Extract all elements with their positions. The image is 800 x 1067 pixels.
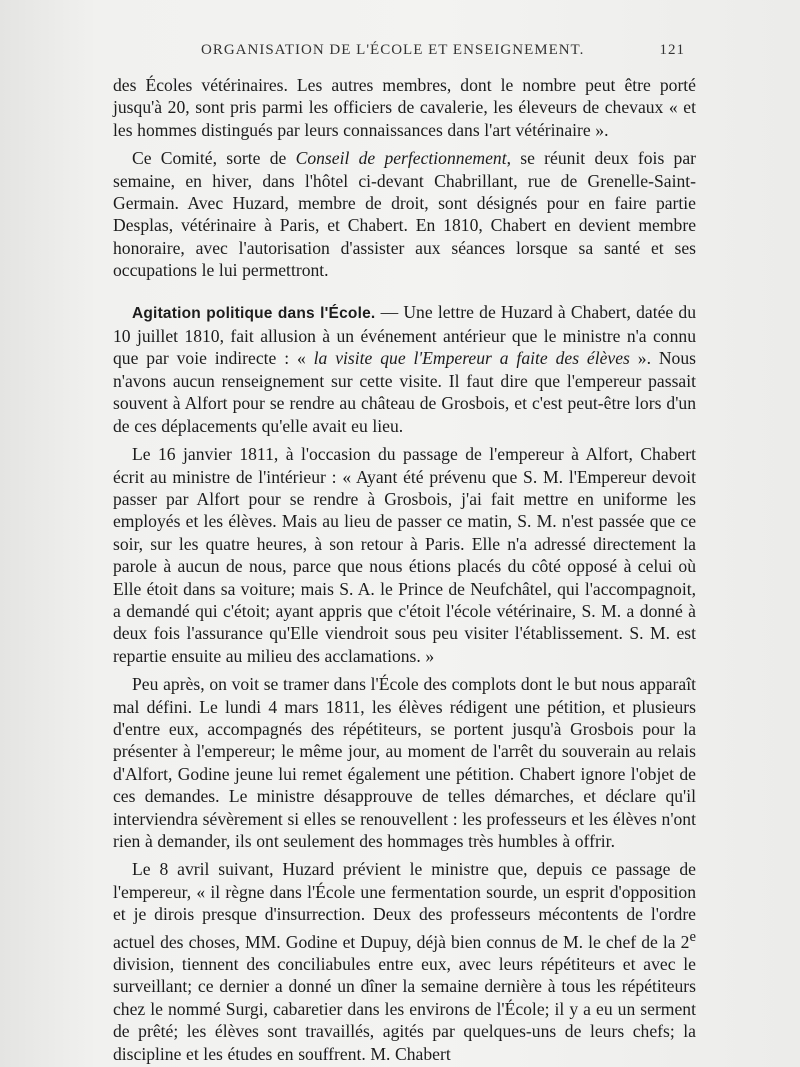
page-header	[115, 40, 685, 66]
paragraph-3-italic-quote: la visite que l'Empereur a faite des élèves	[313, 348, 630, 369]
paragraph-2-text-start: Ce Comité, sorte de	[132, 148, 296, 169]
paragraph-6	[113, 858, 696, 1065]
paragraph-2-italic-term: Conseil de perfectionnement	[295, 148, 507, 169]
paragraph-4	[113, 443, 696, 667]
paragraph-3	[113, 301, 696, 437]
paragraph-4-text: Le 16 janvier 1811, à l'occasion du passage de l'empereur à Alfort, Chabert écrit au ministre de l'intérieur : « Ayant été prévenu que S. M. l'Empereur devoit passer par Alfort pour se rendre à Grosbois, j'ai fait mettre en uniforme les employés et les élèves. Mais au lieu de passer ce matin, S. M. n'est passée que ce soir, sur les quatre heures, à son retour à Paris. Elle n'a adressé directement la parole à aucun de nous, parce que nous étions placés du côté opposé à celui où Elle étoit dans sa voiture; mais S. A. le Prince de Neufchâtel, qui l'accompagnoit, a demandé qui c'étoit; ayant appris que c'étoit l'école vétérinaire, S. M. a donné à deux fois l'assurance qu'Elle viendroit sous peu visiter l'établissement. S. M. est repartie ensuite au milieu des acclamations. »	[113, 444, 696, 666]
paragraph-2-text-end: , se réunit deux fois par semaine, en hiver, dans l'hôtel ci-devant Chabrillant, rue de Grenelle-Saint-Germain. Avec Huzard, membre de droit, sont désignés pour en faire partie Desplas, vétérinaire à Paris, et Chabert. En 1810, Chabert en devient membre honoraire, avec l'autorisation d'assister aux séances lorsque sa santé et ses occupations le lui permettront.	[113, 148, 697, 281]
paragraph-5	[113, 673, 696, 852]
paragraph-3-text-end: ». Nous n'avons aucun renseignement sur cette visite. Il faut dire que l'empereur passait souvent à Alfort pour se rendre au château de Grosbois, et c'est peut-être lors d'un de ces déplacements qu'elle avait eu lieu.	[113, 348, 696, 436]
paragraph-6-text-start: Le 8 avril suivant, Huzard prévient le ministre que, depuis ce passage de l'empereur, « il règne dans l'École une fermentation sourde, un esprit d'opposition et je dirois presque d'insurrection. Deux des professeurs mécontents de l'ordre actuel des choses, MM. Godine et Dupuy, déjà bien connus de M. le chef de la 2	[113, 859, 696, 952]
paragraph-3-text-start: — Une lettre de Huzard à Chabert, datée du 10 juillet 1810, fait allusion à un événement antérieur que le ministre n'a connu que par voie indirecte : «	[113, 301, 696, 369]
page-number: 121	[659, 42, 685, 58]
paragraph-1	[113, 74, 696, 141]
section-heading: Agitation politique dans l'École.	[132, 304, 376, 322]
ordinal-superscript: e	[689, 928, 696, 945]
body-text	[113, 74, 696, 1065]
paragraph-2	[113, 147, 696, 281]
paragraph-1-text: des Écoles vétérinaires. Les autres membres, dont le nombre peut être porté jusqu'à 20, sont pris parmi les officiers de cavalerie, les éleveurs de chevaux « et les hommes distingués par leurs connaissances dans l'art vétérinaire ».	[113, 75, 696, 140]
paragraph-5-text: Peu après, on voit se tramer dans l'École des complots dont le but nous apparaît mal défini. Le lundi 4 mars 1811, les élèves rédigent une pétition, et plusieurs d'entre eux, accompagnés des répétiteurs, se portent jusqu'à Grosbois pour la présenter à l'empereur; le même jour, au moment de l'arrêt du souverain au relais d'Alfort, Godine jeune lui remet également une pétition. Chabert ignore l'objet de ces demandes. Le ministre désapprouve de telles démarches, et déclare qu'il interviendra sévèrement si elles se renouvellent : les professeurs et les élèves n'ont rien à demander, ils ont seulement des hommages très humbles à offrir.	[113, 674, 696, 851]
running-title: ORGANISATION DE L'ÉCOLE ET ENSEIGNEMENT.	[201, 42, 585, 58]
paragraph-6-text-end: division, tiennent des conciliabules entre eux, avec leurs répétiteurs et avec le surveillant; ce dernier a donné un dîner la semaine dernière à tous les répétiteurs chez le nommé Surgi, cabaretier dans les environs de l'École; il y a eu un serment de prêté; les élèves sont travaillés, agités par quelques-uns de leurs chefs; la discipline et les études en souffrent. M. Chabert	[113, 953, 696, 1064]
